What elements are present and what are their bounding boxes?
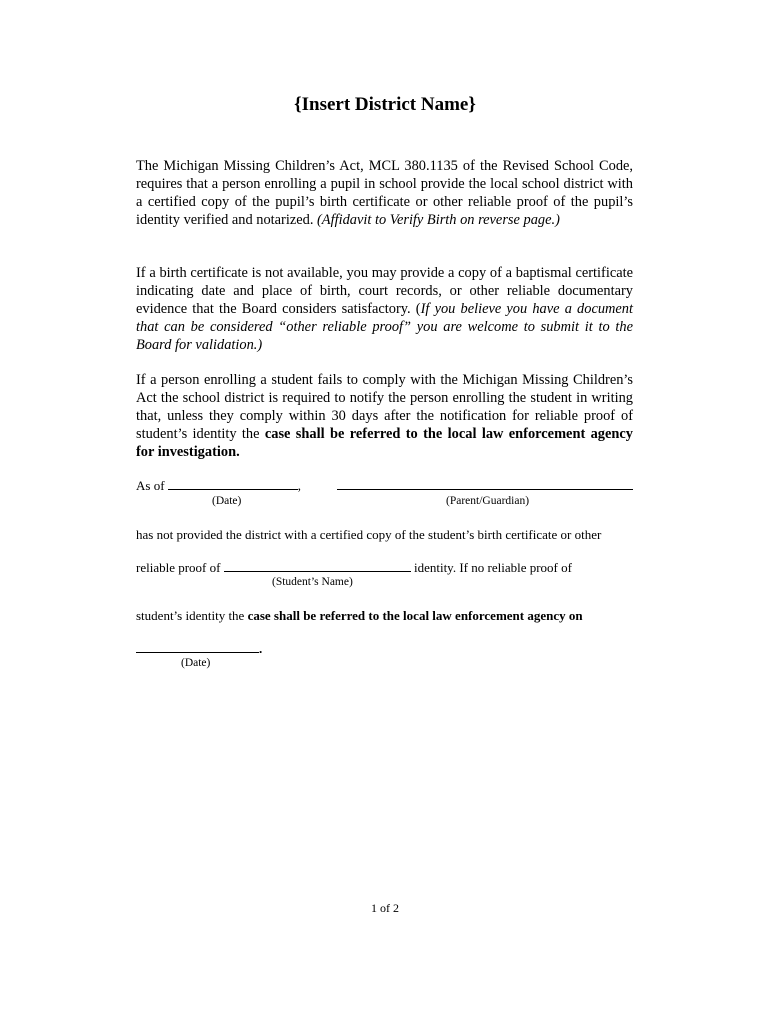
page-title: {Insert District Name} — [294, 94, 476, 115]
parent-line — [337, 478, 633, 494]
referral-date-line — [136, 641, 262, 657]
reliable-proof-suffix: identity. If no reliable proof of — [413, 560, 572, 575]
paragraph-1-note: (Affidavit to Verify Birth on reverse page.) — [317, 212, 560, 228]
paragraph-3-text: If a person enrolling a student fails to comply with the Michigan Missing Children’s Act the school district is required to notify the person enrolling the student in writing that, unless they comply within 30 days after the notification for reliable proof of student’s identity the — [136, 372, 633, 442]
reliable-proof-line — [136, 560, 572, 576]
as-of-line — [136, 478, 301, 494]
paragraph-1-text: The Michigan Missing Children’s Act, MCL 380.1135 of the Revised School Code, requires that a person enrolling a pupil in school provide the local school district with a certified copy of the pupil’s birth certificate or other reliable proof of the pupil’s identity verified and notarized. — [136, 158, 633, 228]
parent-guardian-caption: (Parent/Guardian) — [446, 495, 530, 507]
referral-date-caption: (Date) — [181, 657, 211, 669]
as-of-suffix: , — [297, 478, 302, 493]
referral-prefix: student’s identity the — [136, 608, 248, 623]
student-name-blank[interactable] — [224, 560, 411, 572]
date-caption: (Date) — [212, 495, 242, 507]
referral-emphasis: case shall be referred to the local law enforcement agency on — [247, 608, 583, 623]
paragraph-2-text: If a birth certificate is not available, you may provide a copy of a baptismal certificate indicating date and place of birth, court records, or other reliable documentary evidence that the Board considers satisfactory. ( — [136, 265, 633, 317]
student-name-caption: (Student’s Name) — [272, 576, 353, 588]
page-number: 1 of 2 — [371, 901, 399, 915]
parent-guardian-blank[interactable] — [337, 478, 633, 490]
as-of-label: As of — [136, 478, 165, 493]
referral-date-blank[interactable] — [136, 641, 259, 653]
statement-line: has not provided the district with a certified copy of the student’s birth certificate or other — [136, 527, 602, 542]
paragraph-2-note: If you believe you have a document that can be considered “other reliable proof” you are welcome to submit it to the Board for validation.) — [136, 301, 634, 353]
paragraph-act-requirement — [136, 157, 633, 229]
reliable-proof-prefix: reliable proof of — [136, 560, 221, 575]
referral-line — [136, 608, 583, 624]
paragraph-noncompliance — [136, 371, 633, 461]
date-blank[interactable] — [168, 478, 298, 490]
referral-date-suffix: . — [259, 641, 263, 656]
paragraph-3-emphasis: case shall be referred to the local law enforcement agency for investigation. — [136, 426, 633, 460]
paragraph-alternative-proof — [136, 264, 633, 354]
